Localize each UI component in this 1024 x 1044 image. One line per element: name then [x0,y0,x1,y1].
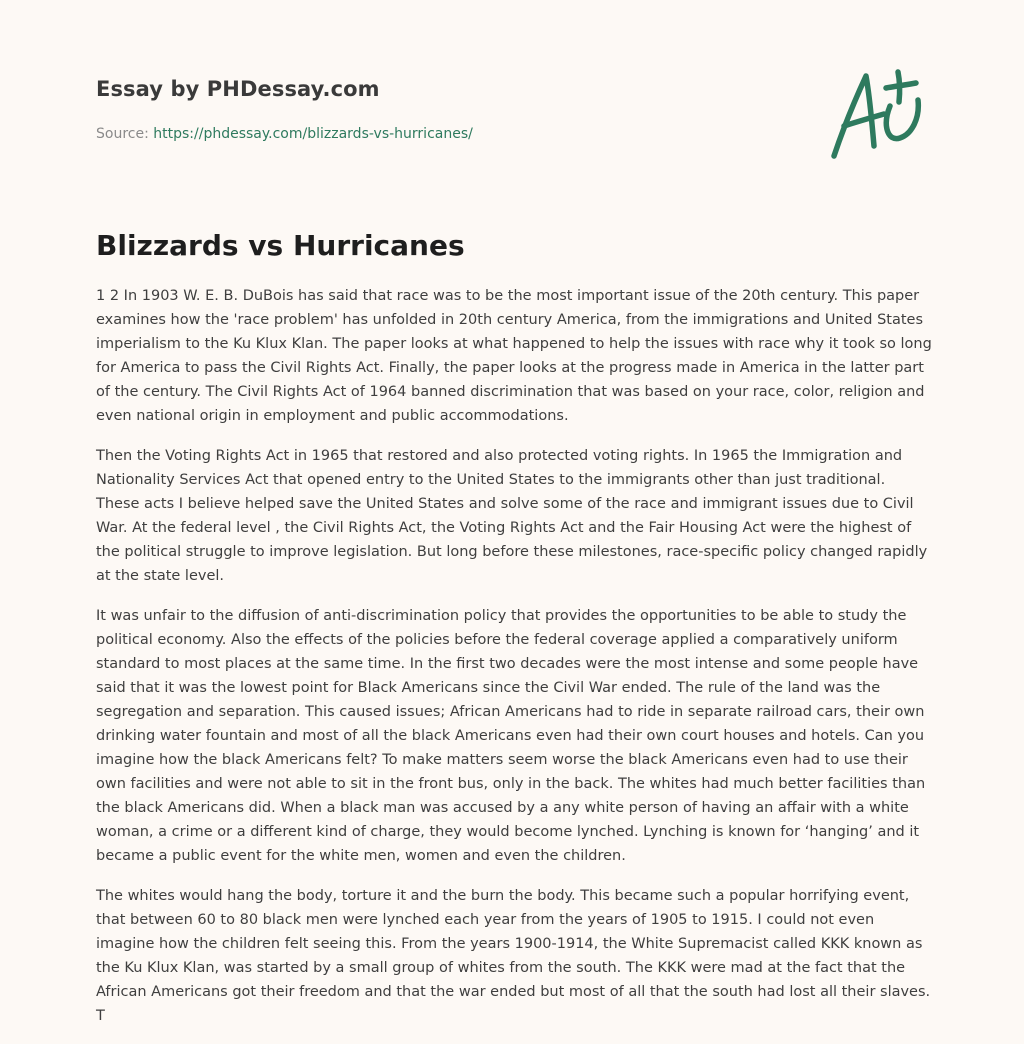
paragraph: The whites would hang the body, torture it and the burn the body. This became such a popular horrifying event, that between 60 to 80 black men were lynched each year from the years of 1905 to 1915. I could not even imagine how the children felt seeing this. From the years 1900-1914, the White Supremacist called KKK known as the Ku Klux Klan, was started by a small group of whites from the south. The KKK were mad at the fact that the African Americans got their freedom and that the war ended but most of all that the south had lost all their slaves. T [96,888,931,1024]
page-header [96,74,928,184]
essay-body [96,284,932,1044]
source-link[interactable]: https://phdessay.com/blizzards-vs-hurricanes/ [153,126,473,142]
paragraph: 1 2 In 1903 W. E. B. DuBois has said that race was to be the most important issue of the 20th century. This paper examines how the 'race problem' has unfolded in 20th century America, from the immigrations and United States imperialism to the Ku Klux Klan. The paper looks at what happened to help the issues with race why it took so long for America to pass the Civil Rights Act. Finally, the paper looks at the progress made in America in the latter part of the century. The Civil Rights Act of 1964 banned discrimination that was based on your race, color, religion and even national origin in employment and public accommodations. [96,288,932,424]
source-label: Source: [96,126,149,142]
a-plus-grade-icon [828,68,928,162]
source-line [96,124,928,144]
paragraph: It was unfair to the diffusion of anti-discrimination policy that provides the opportunities to be able to study the political economy. Also the effects of the policies before the federal coverage applied a comparatively uniform standard to most places at the same time. In the first two decades were the most intense and some people have said that it was the lowest point for Black Americans since the Civil War ended. The rule of the land was the segregation and separation. This caused issues; African Americans had to ride in separate railroad cars, their own drinking water fountain and most of all the black Americans even had their own court houses and hotels. Can you imagine how the black Americans felt? To make matters seem worse the black Americans even had to use their own facilities and were not able to sit in the front bus, only in the back. The whites had much better facilities than the black Americans did. When a black man was accused by a any white person of having an affair with a white woman, a crime or a different kind of charge, they would become lynched. Lynching is known for ‘hanging’ and it became a public event for the white men, women and even the children. [96,608,926,864]
paragraph: Then the Voting Rights Act in 1965 that restored and also protected voting rights. In 1965 the Immigration and Nationality Services Act that opened entry to the United States to the immigrants other than just traditional. These acts I believe helped save the United States and solve some of the race and immigrant issues due to Civil War. At the federal level , the Civil Rights Act, the Voting Rights Act and the Fair Housing Act were the highest of the political struggle to improve legislation. But long before these milestones, race-specific policy changed rapidly at the state level. [96,448,928,584]
brand-title: Essay by PHDessay.com [96,77,380,101]
essay-title: Blizzards vs Hurricanes [96,229,465,262]
